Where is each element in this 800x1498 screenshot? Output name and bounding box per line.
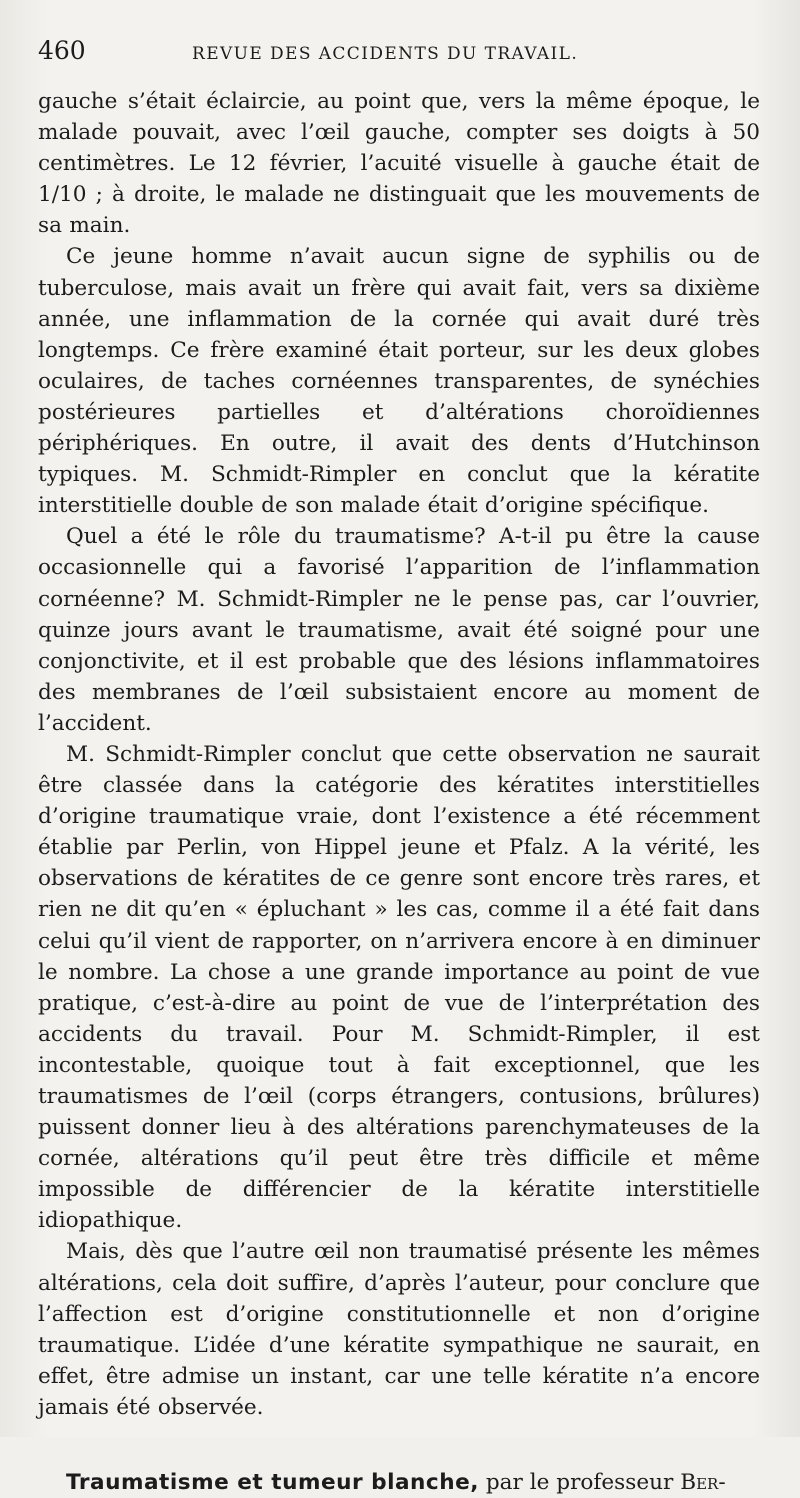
- paragraph: Ce jeune homme n’avait aucun signe de syphilis ou de tuberculose, mais avait un frère qui avait fait, vers sa dixième année, une inflammation de la cornée qui avait duré très longtemps. Ce frère examiné était porteur, sur les deux globes oculaires, de taches cornéennes transparentes, de synéchies postérieures partielles et d’altérations choroïdiennes périphériques. En outre, il avait des dents d’Hutchinson typiques. M. Schmidt-Rimpler en conclut que la kératite interstitielle double de son malade était d’origine spécifique.: [38, 244, 760, 519]
- paragraph: M. Schmidt-Rimpler conclut que cette observation ne saurait être classée dans la catégorie des kératites interstitielles d’origine traumatique vraie, dont l’existence a été récemment établie par Perlin, von Hippel jeune et Pfalz. A la vérité, les observations de kératites de ce genre sont encore très rares, et rien ne dit qu’en « épluchant » les cas, comme il a été fait dans celui qu’il vient de rapporter, on n’arrivera encore à en diminuer le nombre. La chose a une grande importance au point de vue pratique, c’est-à-dire au point de vue de l’interprétation des accidents du travail. Pour M. Schmidt-Rimpler, il est incontestable, quoique tout à fait exceptionnel, que les traumatismes de l’œil (corps étrangers, contusions, brûlures) puissent donner lieu à des altérations parenchymateuses de la cornée, altérations qu’il peut être très difficile et même impossible de différencier de la kératite interstitielle idiopathique.: [38, 741, 760, 1234]
- paragraph: Quel a été le rôle du traumatisme? A-t-il pu être la cause occasionnelle qui a favorisé l’apparition de l’inflammation cornéenne? M. Schmidt-Rimpler ne le pense pas, car l’ouvrier, quinze jours avant le traumatisme, avait été soigné pour une conjonctivite, et il est probable que des lésions inflammatoires des membranes de l’œil subsistaient encore au moment de l’accident.: [38, 524, 760, 736]
- section-heading-text: par le professeur: [478, 1470, 681, 1496]
- paragraph-continuation: gauche s’était éclaircie, au point que, vers la même époque, le malade pouvait, avec l’œil gauche, compter ses doigts à 50 centimètres. Le 12 février, l’acuité visuelle à gauche était de 1/10 ; à droite, le malade ne distinguait que les mouvements de sa main.: [38, 89, 760, 239]
- paragraph: Mais, dès que l’autre œil non traumatisé présente les mêmes altérations, cela doit suffire, d’après l’auteur, pour conclure que l’affection est d’origine constitutionnelle et non d’origine traumatique. L’idée d’une kératite sympathique ne saurait, en effet, être admise un instant, car une telle kératite n’a encore jamais été observée.: [38, 1239, 760, 1420]
- section-heading-author: Ber-: [680, 1470, 726, 1496]
- page-number: 460: [38, 36, 86, 65]
- section-heading-title: Traumatisme et tumeur blanche,: [66, 1470, 479, 1496]
- section-heading: [38, 1467, 760, 1498]
- running-title: REVUE DES ACCIDENTS DU TRAVAIL.: [192, 44, 579, 64]
- page-header: [38, 36, 760, 86]
- body-text: [38, 86, 760, 1423]
